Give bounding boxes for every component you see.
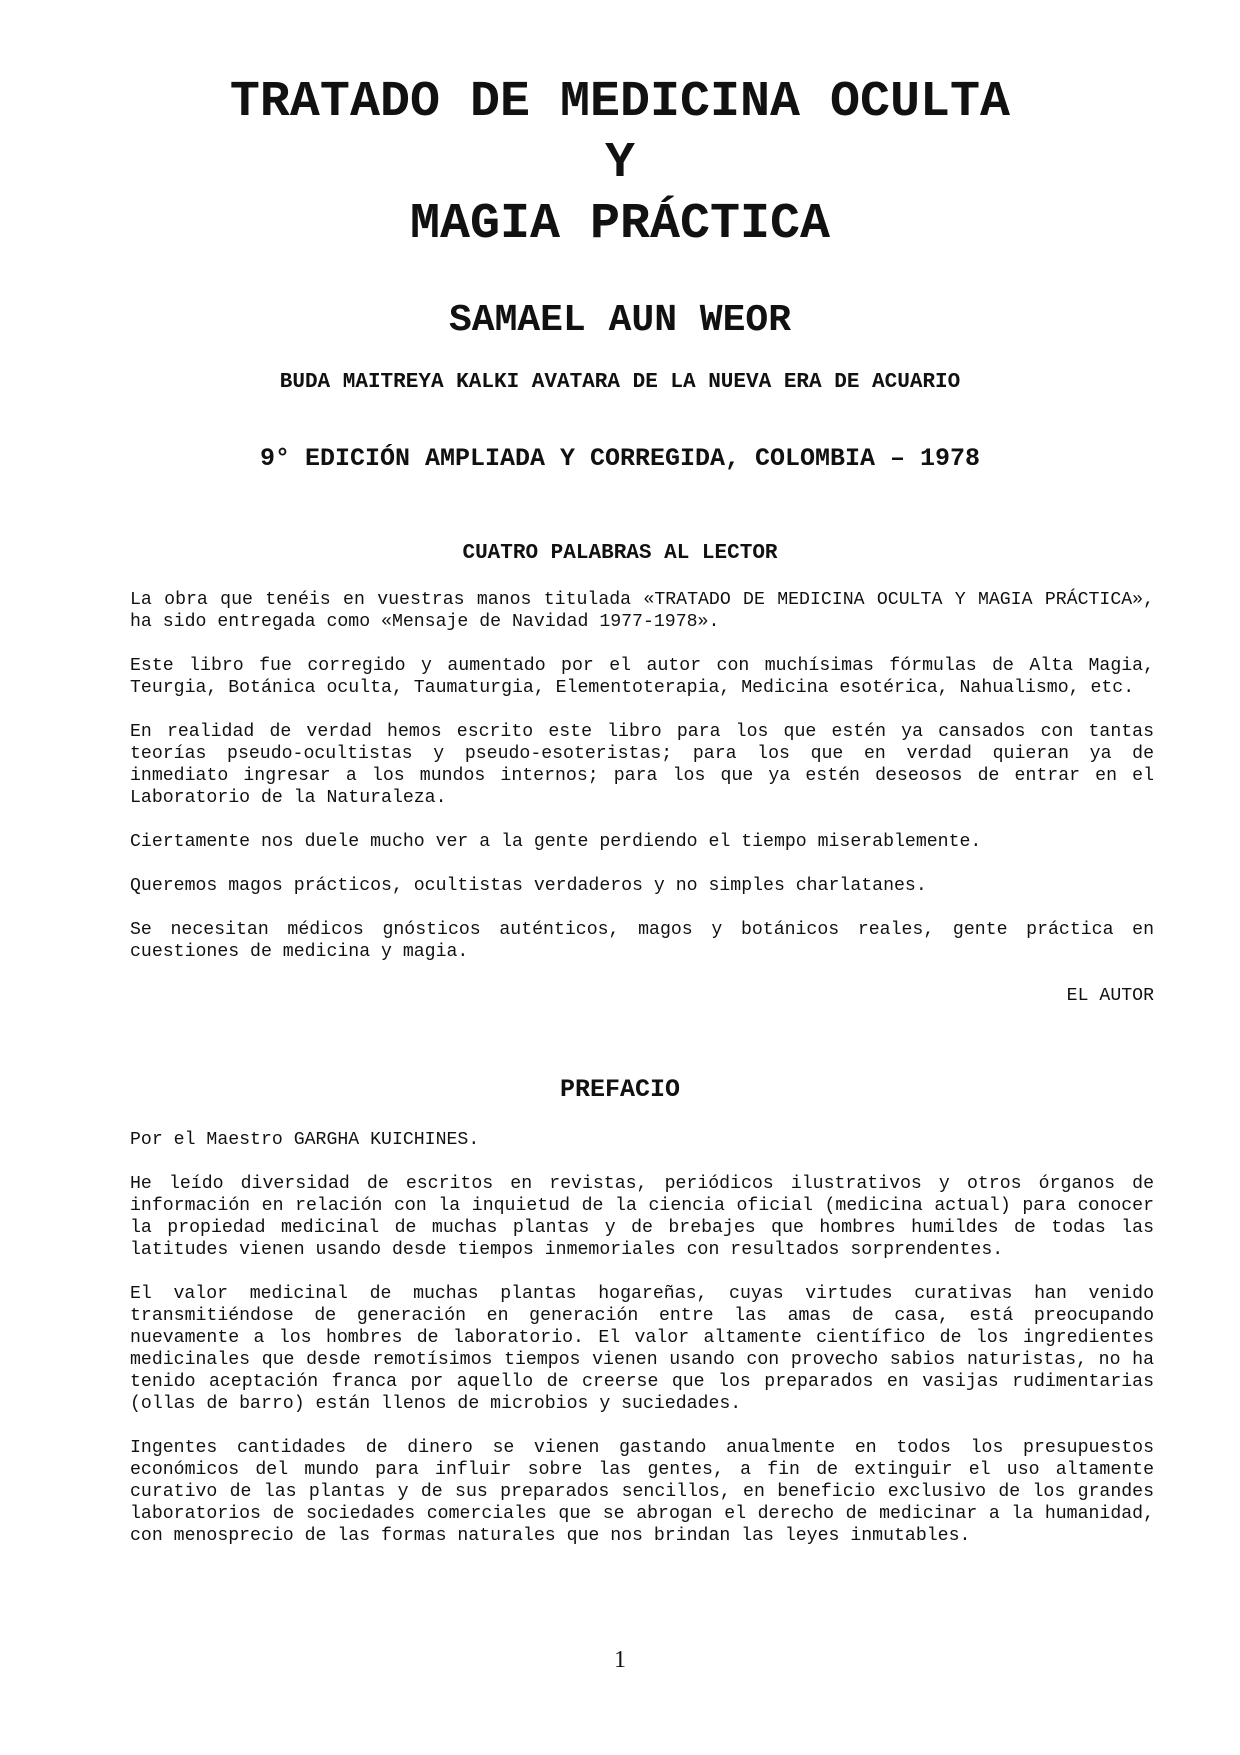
author-subtitle: BUDA MAITREYA KALKI AVATARA DE LA NUEVA ERA DE ACUARIO [279, 371, 961, 394]
paragraph: Ciertamente nos duele mucho ver a la gente perdiendo el tiempo miserablemente. [130, 832, 982, 852]
cuatro-palabras-body [130, 589, 1154, 1029]
paragraph: Ingentes cantidades de dinero se vienen gastando anualmente en todos los presupuestos económicos del mundo para influir sobre las gentes, a fin de extinguir el uso altamente curativo de las plantas y de sus preparados sencillos, en beneficio exclusivo de los grandes laboratorios de sociedades comerciales que se abrogan el derecho de medicinar a la humanidad, con menosprecio de las formas naturales que nos brindan las leyes inmutables. [130, 1438, 1154, 1546]
book-title [0, 72, 1240, 255]
paragraph: Queremos magos prácticos, ocultistas verdaderos y no simples charlatanes. [130, 876, 927, 896]
section-heading-prefacio: PREFACIO [559, 1075, 681, 1104]
paragraph: He leído diversidad de escritos en revistas, periódicos ilustrativos y otros órganos de información en relación con la inquietud de la ciencia oficial (medicina actual) para conocer la propiedad medicinal de muchas plantas y de brebajes que hombres humildes de todas las latitudes vienen usando desde tiempos inmemoriales con resultados sorprendentes. [130, 1174, 1154, 1260]
paragraph: La obra que tenéis en vuestras manos titulada «TRATADO DE MEDICINA OCULTA Y MAGIA PRÁCTICA», ha sido entregada como «Mensaje de Navidad 1977-1978». [130, 590, 1154, 632]
title-line-2: Y [604, 135, 635, 192]
signature: EL AUTOR [1066, 986, 1154, 1006]
edition-line: 9° EDICIÓN AMPLIADA Y CORREGIDA, COLOMBIA – 1978 [259, 444, 981, 473]
paragraph: Por el Maestro GARGHA KUICHINES. [130, 1130, 480, 1150]
section-heading-cuatro-palabras: CUATRO PALABRAS AL LECTOR [462, 542, 778, 565]
author-name: SAMAEL AUN WEOR [448, 299, 792, 342]
paragraph: Este libro fue corregido y aumentado por el autor con muchísimas fórmulas de Alta Magia, Teurgia, Botánica oculta, Taumaturgia, Elementoterapia, Medicina esotérica, Nahualismo, etc. [130, 656, 1154, 698]
prefacio-body [130, 1129, 1154, 1569]
title-line-1: TRATADO DE MEDICINA OCULTA [229, 74, 1011, 131]
paragraph: Se necesitan médicos gnósticos auténticos, magos y botánicos reales, gente práctica en cuestiones de medicina y magia. [130, 920, 1154, 962]
title-line-3: MAGIA PRÁCTICA [409, 196, 831, 253]
page-number: 1 [614, 1647, 626, 1673]
paragraph: En realidad de verdad hemos escrito este libro para los que estén ya cansados con tantas teorías pseudo-ocultistas y pseudo-esoteristas; para los que en verdad quieran ya de inmediato ingresar a los mundos internos; para los que ya estén deseosos de entrar en el Laboratorio de la Naturaleza. [130, 722, 1154, 808]
paragraph: El valor medicinal de muchas plantas hogareñas, cuyas virtudes curativas han venido transmitiéndose de generación en generación entre las amas de casa, está preocupando nuevamente a los hombres de laboratorio. El valor altamente científico de los ingredientes medicinales que desde remotísimos tiempos vienen usando con provecho sabios naturistas, no ha tenido aceptación franca por aquello de creerse que los preparados en vasijas rudimentarias (ollas de barro) están llenos de microbios y suciedades. [130, 1284, 1154, 1414]
